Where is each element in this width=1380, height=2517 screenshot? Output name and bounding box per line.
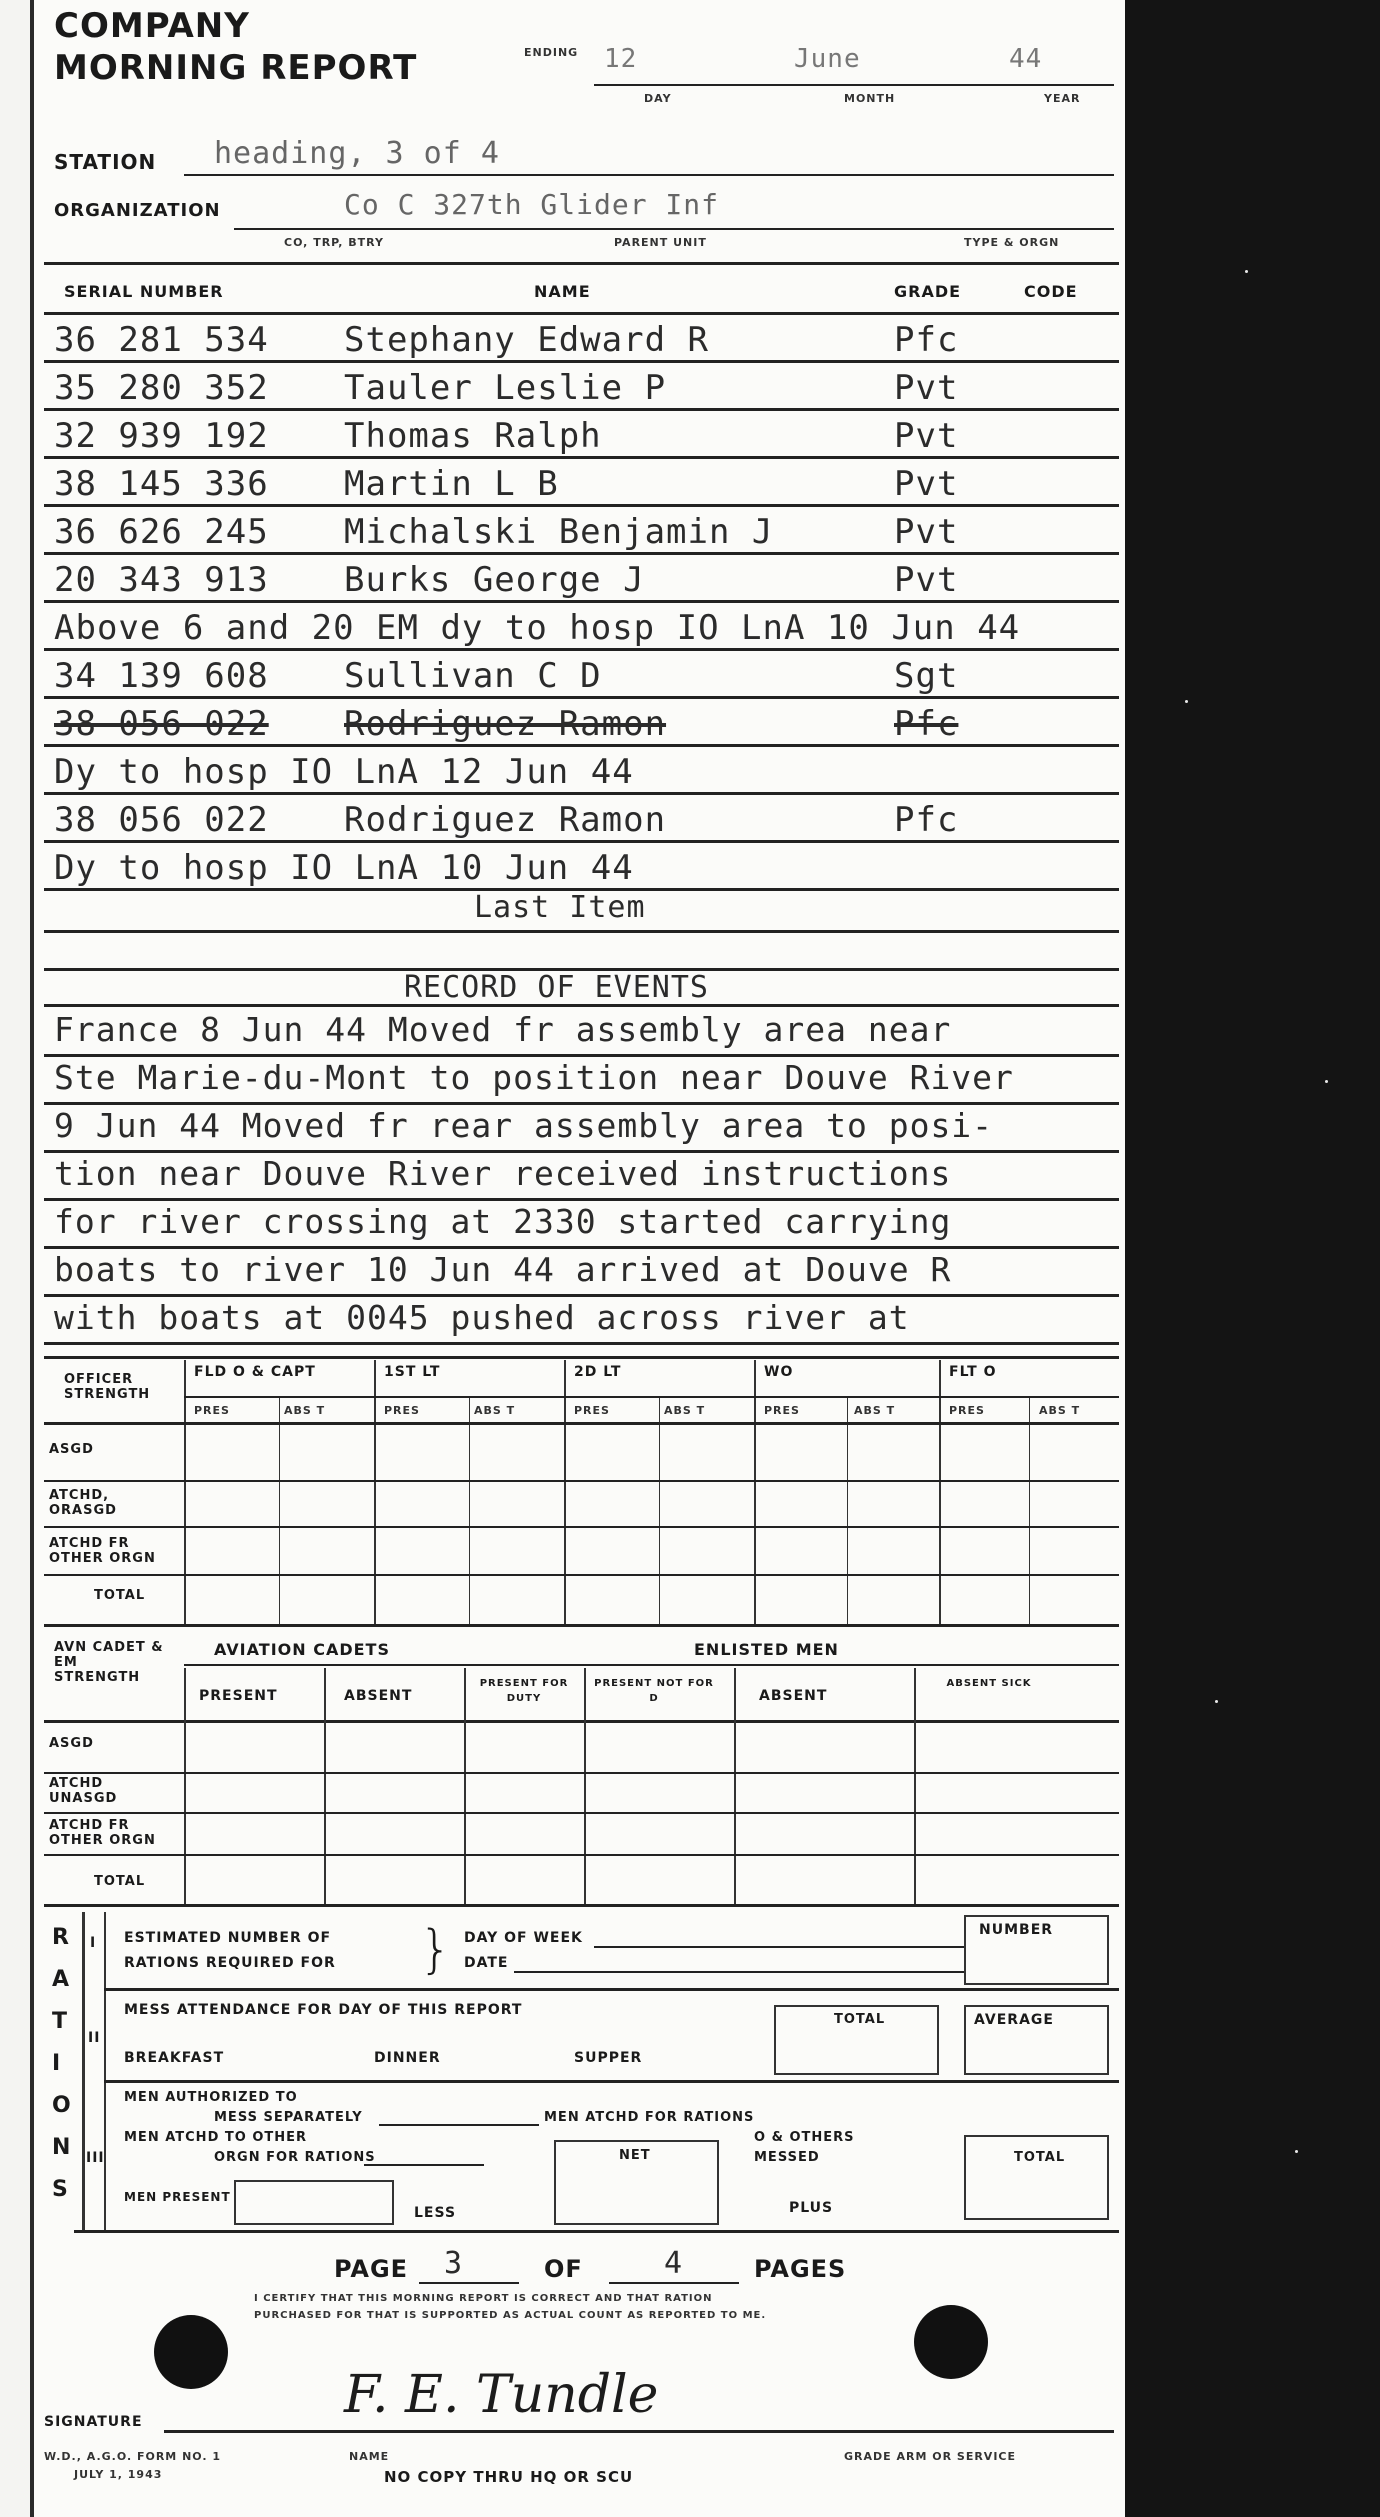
ending-year-caption: YEAR bbox=[1044, 92, 1081, 105]
rations-side-letter: I bbox=[52, 2051, 62, 2076]
record-line: Ste Marie-du-Mont to position near Douve River bbox=[54, 1058, 1014, 1097]
less-label: LESS bbox=[414, 2205, 457, 2221]
officer-row-label: ATCHD FR OTHER ORGN bbox=[49, 1536, 156, 1566]
roster-row-rule bbox=[44, 600, 1119, 603]
pages-label: PAGES bbox=[754, 2255, 847, 2283]
record-line: boats to river 10 Jun 44 arrived at Douve R bbox=[54, 1250, 952, 1289]
officer-row-label: TOTAL bbox=[94, 1588, 146, 1603]
roster-serial: Dy to hosp IO LnA 12 Jun 44 bbox=[54, 752, 634, 792]
record-line: for river crossing at 2330 started carrying bbox=[54, 1202, 952, 1241]
brace-glyph: } bbox=[419, 1920, 453, 1980]
average-label: AVERAGE bbox=[974, 2012, 1054, 2028]
enlisted-present-not-for-duty: PRESENT NOT FOR D bbox=[594, 1678, 714, 1704]
officer-pres-label: PRES bbox=[949, 1404, 985, 1417]
organization-caption-co: CO, TRP, BTRY bbox=[284, 236, 384, 249]
officer-corner: OFFICER STRENGTH bbox=[64, 1372, 151, 1402]
rations-roman-divider bbox=[104, 1912, 106, 2232]
roster-name: Michalski Benjamin J bbox=[344, 512, 774, 552]
col-header-grade: GRADE bbox=[894, 282, 962, 301]
roster-row-rule bbox=[44, 408, 1119, 411]
roster-row-rule bbox=[44, 696, 1119, 699]
roster-grade: Sgt bbox=[894, 656, 959, 696]
orgn-rations-label: ORGN FOR RATIONS bbox=[214, 2150, 376, 2165]
officer-abst-label: ABS T bbox=[1039, 1404, 1081, 1417]
dust-speck bbox=[1295, 2150, 1298, 2153]
roster-row-rule bbox=[44, 552, 1119, 555]
station-underline bbox=[184, 174, 1114, 176]
roster-serial: 35 280 352 bbox=[54, 368, 269, 408]
officer-abst-label: ABS T bbox=[854, 1404, 896, 1417]
roster-grade: Pvt bbox=[894, 464, 959, 504]
roster-name: Tauler Leslie P bbox=[344, 368, 667, 408]
est-rations-line2: RATIONS REQUIRED FOR bbox=[124, 1955, 336, 1971]
aviation-row-rule bbox=[44, 1812, 1119, 1814]
officer-pres-label: PRES bbox=[194, 1404, 230, 1417]
dust-speck bbox=[1185, 700, 1188, 703]
aviation-col-divider bbox=[734, 1668, 736, 1904]
roster-header-rule bbox=[44, 312, 1119, 315]
roster-row-rule bbox=[44, 504, 1119, 507]
day-of-week-label: DAY OF WEEK bbox=[464, 1930, 583, 1946]
roster-serial: 36 626 245 bbox=[54, 512, 269, 552]
rations-side-letter: O bbox=[52, 2093, 72, 2118]
rations-rule-1 bbox=[104, 1988, 1119, 1991]
ending-month-caption: MONTH bbox=[844, 92, 896, 105]
dinner-label: DINNER bbox=[374, 2050, 441, 2066]
roster-name: Thomas Ralph bbox=[344, 416, 602, 456]
roster-serial: 38 056 022 bbox=[54, 704, 269, 744]
officer-col-divider bbox=[564, 1360, 566, 1624]
col-header-serial: SERIAL NUMBER bbox=[64, 282, 224, 301]
number-label: NUMBER bbox=[979, 1922, 1054, 1938]
ending-label: ENDING bbox=[524, 46, 579, 59]
name-caption: NAME bbox=[349, 2450, 390, 2463]
scanner-background bbox=[1125, 0, 1380, 2517]
officer-subcol-divider bbox=[1029, 1398, 1030, 1624]
officer-abst-label: ABS T bbox=[474, 1404, 516, 1417]
supper-label: SUPPER bbox=[574, 2050, 643, 2066]
organization-caption-parent: PARENT UNIT bbox=[614, 236, 707, 249]
officer-abst-label: ABS T bbox=[664, 1404, 706, 1417]
signature-label: SIGNATURE bbox=[44, 2414, 143, 2430]
record-line-rule bbox=[44, 1150, 1119, 1153]
total-pages: 4 bbox=[664, 2246, 684, 2281]
men-present-box[interactable] bbox=[234, 2180, 394, 2225]
certify-line-1: I CERTIFY THAT THIS MORNING REPORT IS CORRECT AND THAT RATION bbox=[254, 2293, 713, 2304]
rations-side-letter: A bbox=[52, 1967, 71, 1992]
officer-top-rule bbox=[44, 1356, 1119, 1359]
roster-serial: 38 056 022 bbox=[54, 800, 269, 840]
dust-speck bbox=[1215, 1700, 1218, 1703]
aviation-cadets-header: AVIATION CADETS bbox=[214, 1640, 390, 1659]
roman-three: III bbox=[86, 2150, 105, 2166]
record-line: France 8 Jun 44 Moved fr assembly area near bbox=[54, 1010, 952, 1049]
roster-grade: Pfc bbox=[894, 320, 959, 360]
aviation-present: PRESENT bbox=[199, 1688, 278, 1704]
form-number: W.D., A.G.O. FORM NO. 1 bbox=[44, 2450, 222, 2463]
roster-grade: Pvt bbox=[894, 368, 959, 408]
col-header-name: NAME bbox=[534, 282, 591, 301]
roster-row-rule bbox=[44, 744, 1119, 747]
officer-subcol-divider bbox=[279, 1398, 280, 1624]
men-present-label: MEN PRESENT bbox=[124, 2190, 231, 2204]
page-label: PAGE bbox=[334, 2255, 409, 2283]
officer-row-rule bbox=[44, 1480, 1119, 1482]
roster-name: Burks George J bbox=[344, 560, 645, 600]
roster-serial: Dy to hosp IO LnA 10 Jun 44 bbox=[54, 848, 634, 888]
roster-name: Sullivan C D bbox=[344, 656, 602, 696]
roster-grade: Pvt bbox=[894, 512, 959, 552]
breakfast-label: BREAKFAST bbox=[124, 2050, 225, 2066]
officer-row-label: ATCHD, ORASGD bbox=[49, 1488, 117, 1518]
signature-line bbox=[164, 2430, 1114, 2433]
officer-row-rule bbox=[44, 1574, 1119, 1576]
aviation-col-divider bbox=[184, 1668, 186, 1904]
officer-col-header: 1ST LT bbox=[384, 1364, 441, 1380]
aviation-col-divider bbox=[584, 1668, 586, 1904]
record-of-events-title: RECORD OF EVENTS bbox=[404, 970, 709, 1005]
men-atchd-rations-label: MEN ATCHD FOR RATIONS bbox=[544, 2110, 755, 2125]
officer-col-header: FLD O & CAPT bbox=[194, 1364, 316, 1380]
roster-serial: 34 139 608 bbox=[54, 656, 269, 696]
aviation-row-label: ATCHD UNASGD bbox=[49, 1776, 118, 1806]
officer-subhead-rule bbox=[184, 1396, 1119, 1398]
form-title-company: COMPANY bbox=[54, 6, 250, 46]
mess-total-label: TOTAL bbox=[834, 2012, 886, 2027]
officer-abst-label: ABS T bbox=[284, 1404, 326, 1417]
officer-row-label: ASGD bbox=[49, 1442, 94, 1457]
rations-side-letter: T bbox=[52, 2009, 69, 2034]
aviation-row-label: ASGD bbox=[49, 1736, 94, 1751]
aviation-col-divider bbox=[914, 1668, 916, 1904]
aviation-bottom-rule bbox=[44, 1904, 1119, 1907]
aviation-subhead-rule bbox=[44, 1720, 1119, 1723]
roster-row-rule bbox=[44, 360, 1119, 363]
roster-row-rule bbox=[44, 456, 1119, 459]
roster-end-rule bbox=[44, 930, 1119, 933]
aviation-absent: ABSENT bbox=[344, 1688, 413, 1704]
page-number-line bbox=[419, 2282, 519, 2284]
organization-label: ORGANIZATION bbox=[54, 200, 221, 221]
roster-serial: Above 6 and 20 EM dy to hosp IO LnA 10 Jun 44 bbox=[54, 608, 1021, 648]
enlisted-absent: ABSENT bbox=[759, 1688, 828, 1704]
ending-year: 44 bbox=[1009, 44, 1043, 74]
col-header-code: CODE bbox=[1024, 282, 1078, 301]
aviation-col-divider bbox=[324, 1668, 326, 1904]
net-label: NET bbox=[619, 2148, 651, 2163]
roman-one: I bbox=[90, 1935, 97, 1951]
certify-line-2: PURCHASED FOR THAT IS SUPPORTED AS ACTUAL COUNT AS REPORTED TO ME. bbox=[254, 2310, 767, 2321]
header-rule bbox=[44, 262, 1119, 265]
organization-underline bbox=[234, 228, 1114, 230]
officer-subcol-divider bbox=[847, 1398, 848, 1624]
aviation-row-rule bbox=[44, 1854, 1119, 1856]
aviation-row-rule bbox=[44, 1772, 1119, 1774]
mess-separately-label: MESS SEPARATELY bbox=[214, 2110, 363, 2125]
total-pages-line bbox=[609, 2282, 739, 2284]
record-line-rule bbox=[44, 1342, 1119, 1345]
morning-report-form bbox=[30, 0, 1125, 2517]
enlisted-absent-sick: ABSENT SICK bbox=[946, 1678, 1032, 1689]
enlisted-men-header: ENLISTED MEN bbox=[694, 1640, 839, 1659]
total-box[interactable] bbox=[964, 2135, 1109, 2220]
punch-hole-left bbox=[154, 2315, 228, 2389]
roster-grade: Pfc bbox=[894, 800, 959, 840]
aviation-row-label: TOTAL bbox=[94, 1874, 146, 1889]
men-authorized-label: MEN AUTHORIZED TO bbox=[124, 2090, 298, 2105]
record-line-rule bbox=[44, 1246, 1119, 1249]
roman-two: II bbox=[88, 2030, 101, 2046]
ending-day-caption: DAY bbox=[644, 92, 672, 105]
mess-separately-line bbox=[379, 2124, 539, 2126]
aviation-corner: AVN CADET & EM STRENGTH bbox=[54, 1640, 164, 1685]
mess-attendance-label: MESS ATTENDANCE FOR DAY OF THIS REPORT bbox=[124, 2002, 523, 2018]
record-line: tion near Douve River received instructions bbox=[54, 1154, 952, 1193]
officer-col-header: WO bbox=[764, 1364, 794, 1380]
rations-letter-divider bbox=[82, 1912, 85, 2232]
organization-caption-type: TYPE & ORGN bbox=[964, 236, 1060, 249]
roster-serial: 38 145 336 bbox=[54, 464, 269, 504]
plus-label: PLUS bbox=[789, 2200, 834, 2216]
o-others-label: O & OTHERS bbox=[754, 2130, 855, 2145]
last-item-note: Last Item bbox=[474, 890, 646, 925]
of-label: OF bbox=[544, 2255, 583, 2283]
roster-row-rule bbox=[44, 840, 1119, 843]
aviation-col-divider bbox=[464, 1668, 466, 1904]
officer-col-divider bbox=[754, 1360, 756, 1624]
day-of-week-line bbox=[594, 1946, 964, 1948]
roster-grade: Pvt bbox=[894, 560, 959, 600]
record-line-rule bbox=[44, 1054, 1119, 1057]
rations-side-letter: N bbox=[52, 2135, 72, 2160]
officer-subcol-divider bbox=[469, 1398, 470, 1624]
signature: F. E. Tundle bbox=[344, 2365, 659, 2425]
est-rations-line1: ESTIMATED NUMBER OF bbox=[124, 1930, 332, 1946]
men-atchd-other-label: MEN ATCHD TO OTHER bbox=[124, 2130, 308, 2145]
date-line bbox=[514, 1971, 964, 1973]
ending-month: June bbox=[794, 44, 861, 74]
officer-pres-label: PRES bbox=[764, 1404, 800, 1417]
record-title-rule bbox=[44, 1004, 1119, 1007]
roster-row-rule bbox=[44, 792, 1119, 795]
rations-side-letter: S bbox=[52, 2177, 69, 2202]
officer-col-divider bbox=[374, 1360, 376, 1624]
ending-underline bbox=[594, 84, 1114, 86]
officer-col-divider bbox=[184, 1360, 186, 1624]
station-label: STATION bbox=[54, 150, 157, 174]
officer-pres-label: PRES bbox=[384, 1404, 420, 1417]
record-line-rule bbox=[44, 1102, 1119, 1105]
station-value: heading, 3 of 4 bbox=[214, 136, 500, 171]
officer-bottom-rule bbox=[44, 1624, 1119, 1627]
form-date: JULY 1, 1943 bbox=[74, 2468, 163, 2481]
enlisted-present-for-duty: PRESENT FOR DUTY bbox=[479, 1678, 569, 1704]
ending-day: 12 bbox=[604, 44, 638, 74]
date-label: DATE bbox=[464, 1955, 509, 1971]
dust-speck bbox=[1245, 270, 1248, 273]
officer-pres-label: PRES bbox=[574, 1404, 610, 1417]
total-box-label: TOTAL bbox=[1014, 2150, 1066, 2165]
officer-row-rule bbox=[44, 1526, 1119, 1528]
officer-head-rule bbox=[44, 1422, 1119, 1425]
copy-note: NO COPY THRU HQ OR SCU bbox=[384, 2468, 634, 2486]
record-line: with boats at 0045 pushed across river at bbox=[54, 1298, 910, 1337]
dust-speck bbox=[1325, 1080, 1328, 1083]
rations-rule-2 bbox=[104, 2080, 1119, 2083]
officer-subcol-divider bbox=[659, 1398, 660, 1624]
roster-name: Martin L B bbox=[344, 464, 559, 504]
aviation-head-rule bbox=[184, 1664, 1119, 1666]
roster-row-rule bbox=[44, 648, 1119, 651]
grade-caption: GRADE ARM OR SERVICE bbox=[844, 2450, 1016, 2463]
roster-serial: 36 281 534 bbox=[54, 320, 269, 360]
roster-name: Rodriguez Ramon bbox=[344, 704, 667, 744]
roster-serial: 32 939 192 bbox=[54, 416, 269, 456]
officer-col-header: 2D LT bbox=[574, 1364, 622, 1380]
form-title-morning-report: MORNING REPORT bbox=[54, 48, 418, 88]
rations-side-letter: R bbox=[52, 1925, 70, 1950]
orgn-rations-line bbox=[364, 2164, 484, 2166]
officer-col-header: FLT O bbox=[949, 1364, 997, 1380]
roster-name: Rodriguez Ramon bbox=[344, 800, 667, 840]
record-line: 9 Jun 44 Moved fr rear assembly area to posi- bbox=[54, 1106, 994, 1145]
roster-name: Stephany Edward R bbox=[344, 320, 709, 360]
record-line-rule bbox=[44, 1294, 1119, 1297]
roster-grade: Pfc bbox=[894, 704, 959, 744]
aviation-row-label: ATCHD FR OTHER ORGN bbox=[49, 1818, 156, 1848]
roster-grade: Pvt bbox=[894, 416, 959, 456]
record-line-rule bbox=[44, 1198, 1119, 1201]
punch-hole-right bbox=[914, 2305, 988, 2379]
officer-col-divider bbox=[939, 1360, 941, 1624]
messed-label: MESSED bbox=[754, 2150, 820, 2165]
organization-value: Co C 327th Glider Inf bbox=[344, 188, 720, 221]
page-number: 3 bbox=[444, 2246, 464, 2281]
rations-bottom-rule bbox=[74, 2230, 1119, 2233]
roster-serial: 20 343 913 bbox=[54, 560, 269, 600]
